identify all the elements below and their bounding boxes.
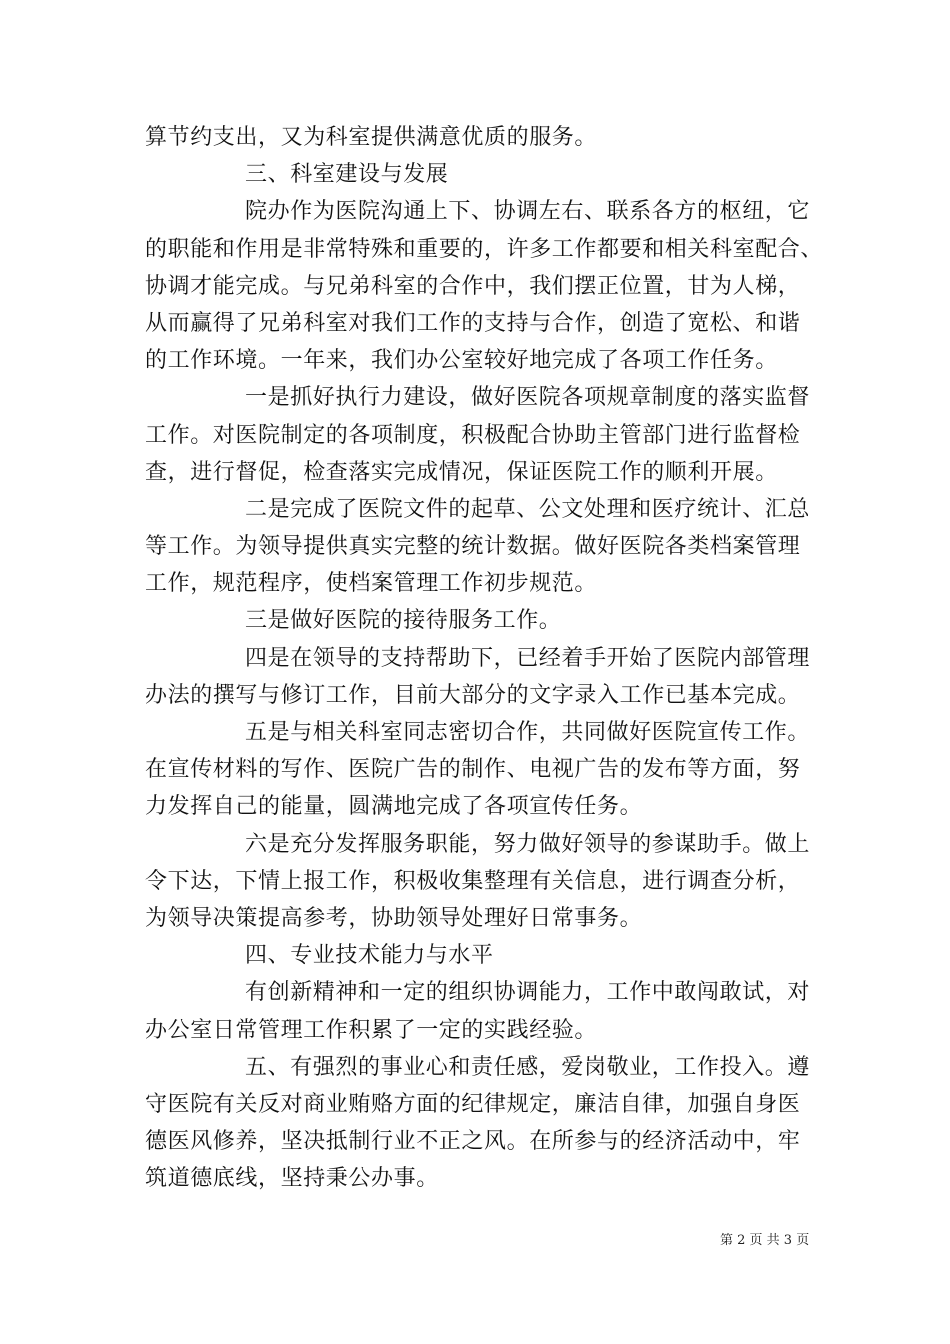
text-line: 三是做好医院的接待服务工作。	[245, 608, 562, 634]
text-line: 五、有强烈的事业心和责任感，爱岗敬业，工作投入。遵	[245, 1054, 811, 1080]
text-line: 工作。对医院制定的各项制度，积极配合协助主管部门进行监督检	[145, 422, 801, 448]
text-line: 算节约支出，又为科室提供满意优质的服务。	[145, 125, 598, 150]
page-number-footer: 第 2 页 共 3 页	[720, 1233, 810, 1248]
text-line: 筑道德底线，坚持秉公办事。	[145, 1166, 439, 1192]
text-line: 的职能和作用是非常特殊和重要的，许多工作都要和相关科室配合、	[145, 236, 824, 262]
text-line: 在宣传材料的写作、医院广告的制作、电视广告的发布等方面，努	[145, 757, 801, 783]
text-line: 三、科室建设与发展	[245, 162, 449, 188]
text-line: 力发挥自己的能量，圆满地完成了各项宣传任务。	[145, 794, 643, 820]
text-line: 二是完成了医院文件的起草、公文处理和医疗统计、汇总	[245, 496, 811, 522]
text-line: 从而赢得了兄弟科室对我们工作的支持与合作，创造了宽松、和谐	[145, 310, 801, 336]
document-body	[145, 119, 824, 1197]
text-line: 令下达，下情上报工作，积极收集整理有关信息，进行调查分析，	[145, 868, 801, 894]
text-line: 办法的撰写与修订工作，目前大部分的文字录入工作已基本完成。	[145, 682, 801, 708]
text-line: 协调才能完成。与兄弟科室的合作中，我们摆正位置，甘为人梯，	[145, 273, 801, 299]
text-line: 等工作。为领导提供真实完整的统计数据。做好医院各类档案管理	[145, 534, 801, 560]
text-line: 德医风修养，坚决抵制行业不正之风。在所参与的经济活动中，牢	[145, 1129, 801, 1155]
text-line: 四是在领导的支持帮助下，已经着手开始了医院内部管理	[245, 645, 811, 671]
text-line: 院办作为医院沟通上下、协调左右、联系各方的枢纽，它	[245, 199, 811, 225]
text-line: 办公室日常管理工作积累了一定的实践经验。	[145, 1017, 598, 1043]
text-line: 四、专业技术能力与水平	[245, 943, 494, 969]
text-line: 工作，规范程序，使档案管理工作初步规范。	[145, 571, 598, 597]
text-line: 一是抓好执行力建设，做好医院各项规章制度的落实监督	[245, 385, 811, 411]
text-line: 为领导决策提高参考，协助领导处理好日常事务。	[145, 905, 643, 931]
text-line: 五是与相关科室同志密切合作，共同做好医院宣传工作。	[245, 720, 811, 745]
text-line: 的工作环境。一年来，我们办公室较好地完成了各项工作任务。	[145, 348, 778, 374]
text-line: 有创新精神和一定的组织协调能力，工作中敢闯敢试，对	[245, 980, 811, 1006]
text-line: 查，进行督促，检查落实完成情况，保证医院工作的顺利开展。	[145, 459, 778, 485]
text-line: 守医院有关反对商业贿赂方面的纪律规定，廉洁自律，加强自身医	[145, 1091, 801, 1117]
text-line: 六是充分发挥服务职能，努力做好领导的参谋助手。做上	[245, 831, 811, 857]
